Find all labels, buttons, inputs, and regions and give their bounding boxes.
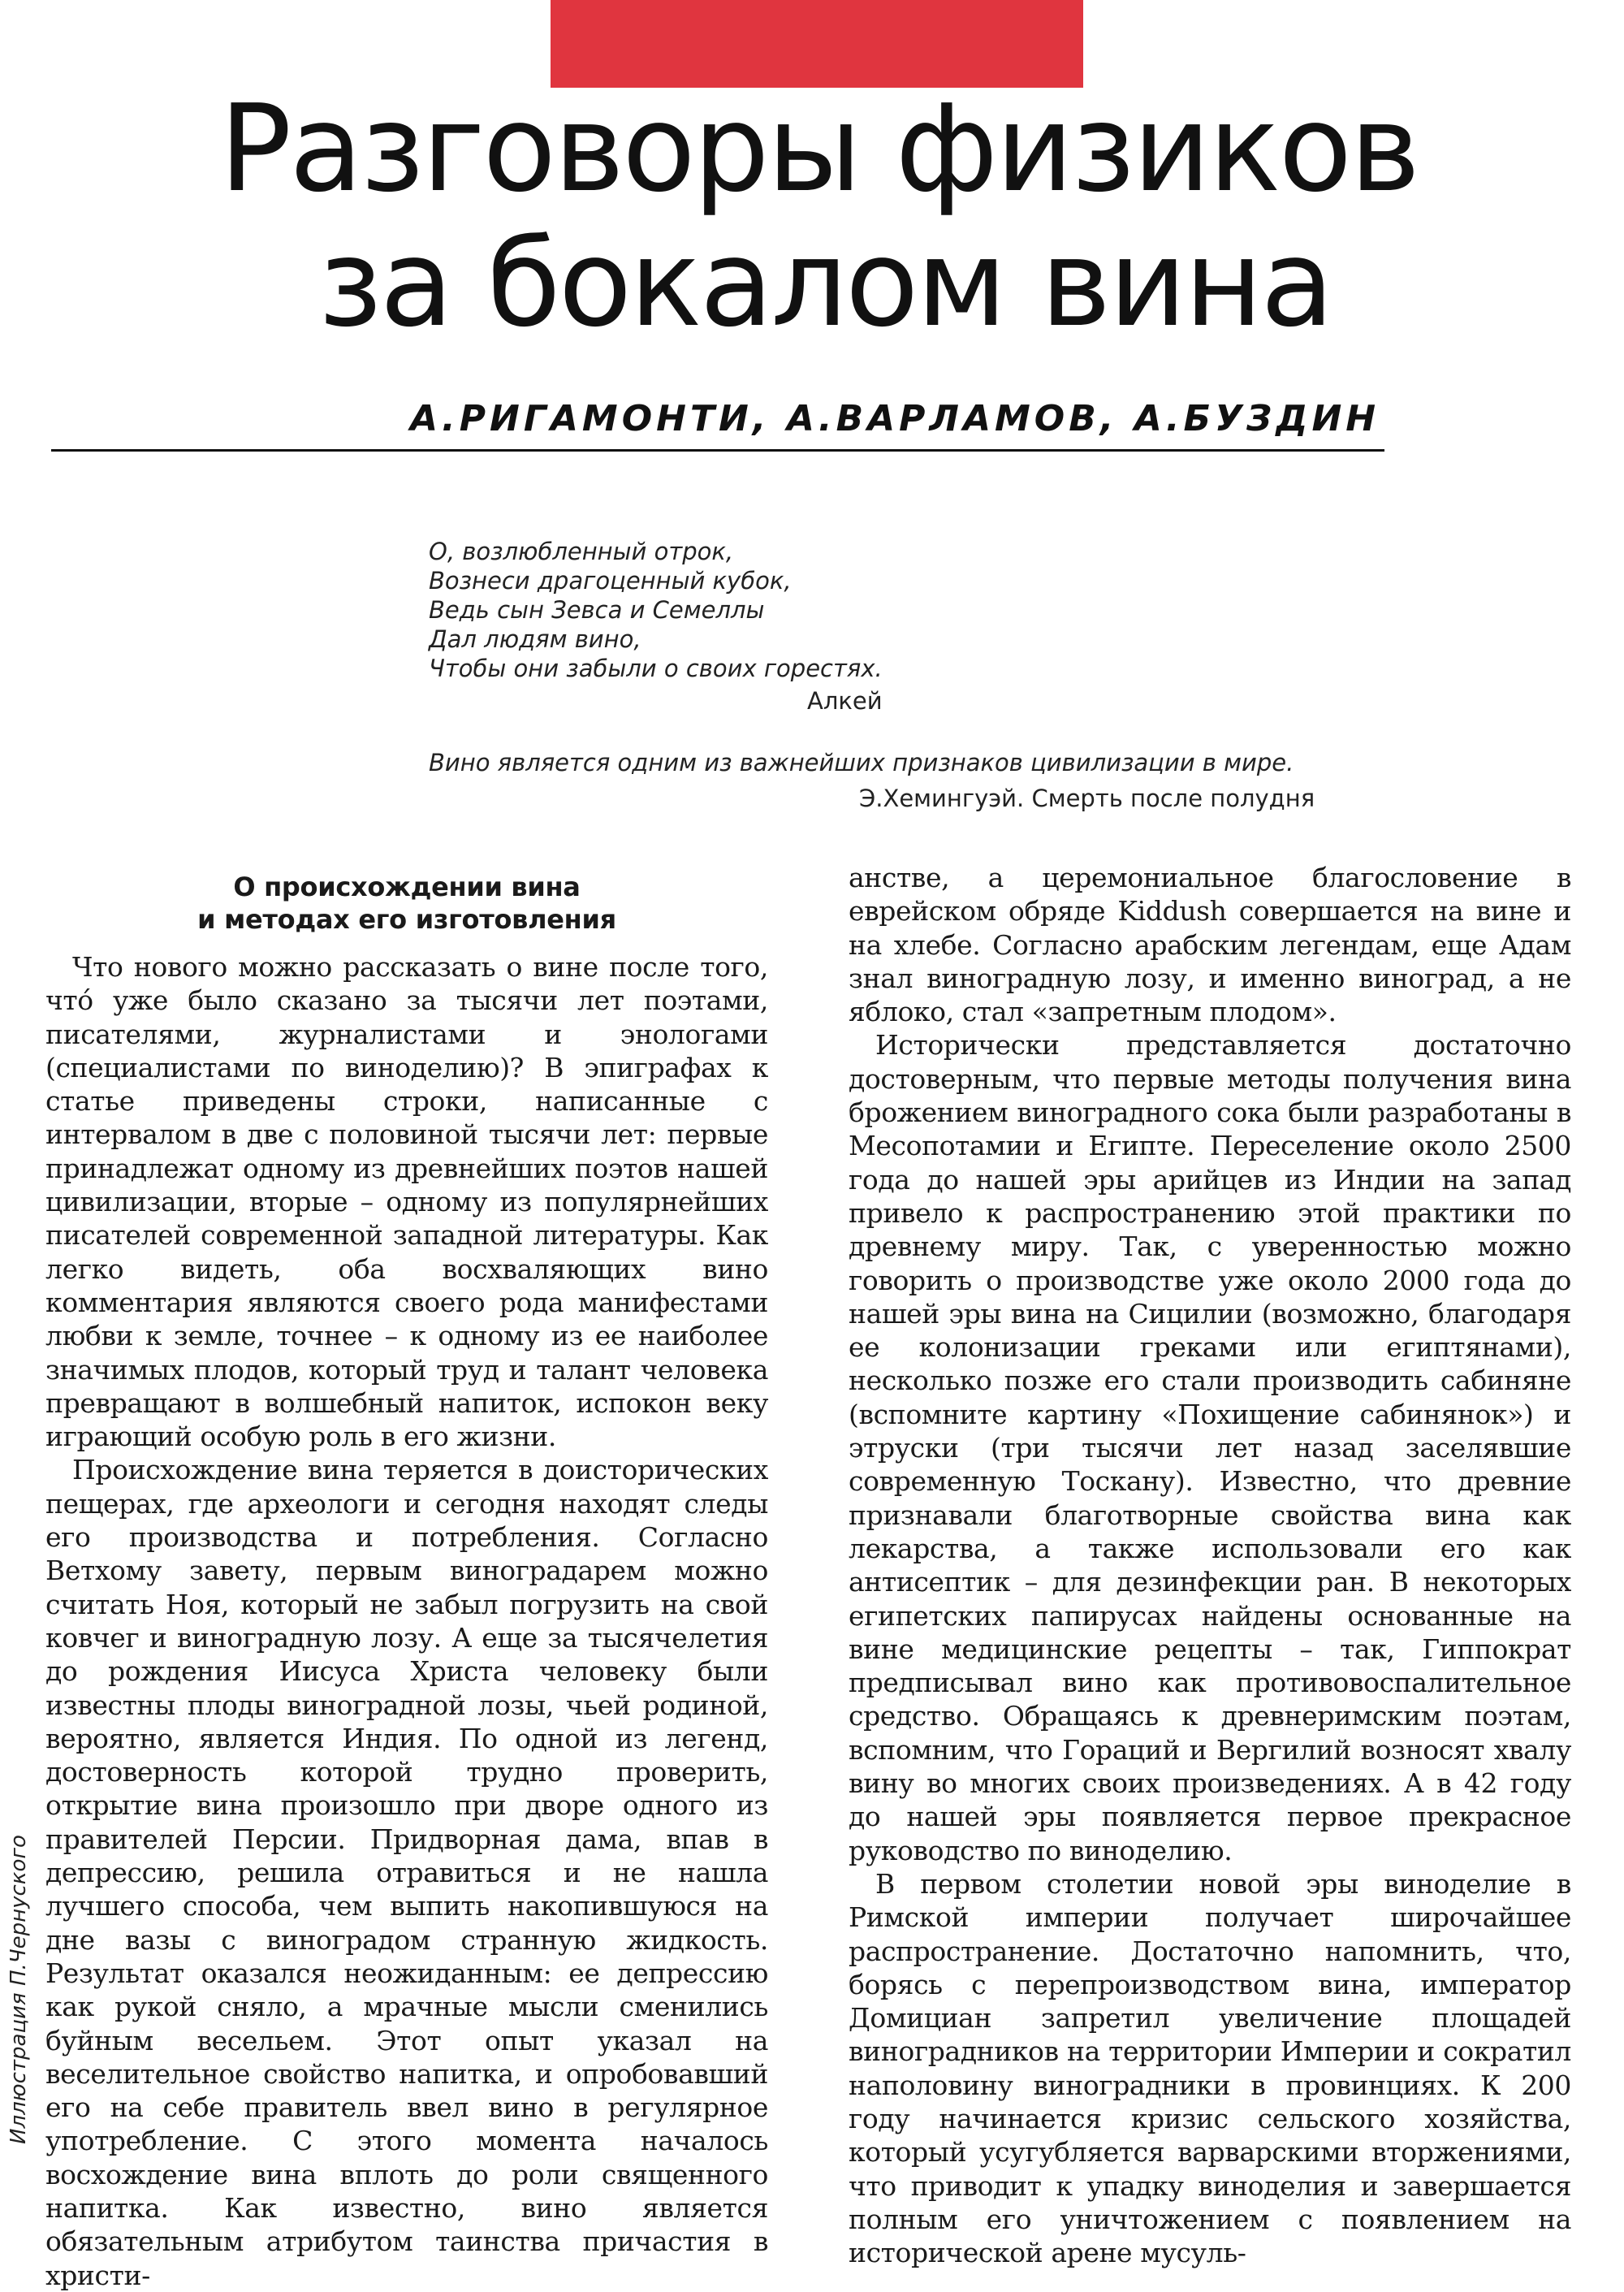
poem-epigraph xyxy=(429,537,1306,683)
hemingway-quote: Вино является одним из важнейших признаков цивилизации в мире. xyxy=(429,749,1294,776)
poem-line: О, возлюбленный отрок, xyxy=(429,538,734,565)
authors-byline: А.РИГАМОНТИ, А.ВАРЛАМОВ, А.БУЗДИН xyxy=(410,398,1380,439)
article-paragraph-4: В первом столетии новой эры виноделие в Римской империи получает широчайшее распространение. Достаточно напомнить, что, борясь с перепроизводством вина, император Домициан запретил увеличение площадей виноградников на территории Империи и сократил наполовину виноградники в провинциях. К 200 году начинается кризис сельского хозяйства, который усугубляется варварскими вторжениями, что приводит к упадку виноделия и завершается полным его уничтожением с появлением на исторической арене мусуль- xyxy=(849,1867,1571,2269)
title-line-1: Разговоры физиков xyxy=(219,79,1419,218)
article-paragraph-2: Происхождение вина теряется в доисторических пещерах, где археологи и сегодня находят следы его производства и потребления. Согласно Ветхому завету, первым виноградарем можно считать Ноя, который не забыл погрузить на свой ковчег и виноградную лозу. А еще за тысячелетия до рождения Иисуса Христа человеку были известны плоды виноградной лозы, чьей родиной, вероятно, является Индия. По одной из легенд, достоверность которой трудно проверить, открытие вина произошло при дворе одного из правителей Персии. Придворная дама, впав в депрессию, решила отравиться и не нашла лучшего способа, чем выпить накопившуюся на дне вазы с виноградом странную жидкость. Результат оказался неожиданным: ее депрессию как рукой сняло, а мрачные мысли сменились буйным весельем. Этот опыт указал на веселительное свойство напитка, и опробовавший его на себе правитель ввел вино в регулярное употребление. С этого момента началось восхождение вина вплоть до роли священного напитка. Как известно, вино является обязательным атрибутом таинства причастия в христи- xyxy=(45,1454,768,2291)
article-column-right xyxy=(849,861,1571,2269)
section-heading-line-1: О происхождении вина xyxy=(233,871,581,902)
title-line-2: за бокалом вина xyxy=(318,214,1332,353)
article-column-left xyxy=(45,861,768,2292)
poem-line: Ведь сын Зевса и Семеллы xyxy=(429,596,765,624)
poem-line: Вознеси драгоценный кубок, xyxy=(429,567,792,595)
byline-rule xyxy=(51,449,1384,452)
illustration-credit: Иллюстрация П.Чернускогo xyxy=(6,1835,31,2144)
epigraphs xyxy=(429,537,1315,813)
poem-attribution: Алкей xyxy=(807,687,883,715)
article-title xyxy=(219,81,1437,351)
article-paragraph-3: Исторически представляется достаточно достоверным, что первые методы получения вина брожением виноградного сока были разработаны в Месопотамии и Египте. Переселение около 2500 года до нашей эры арийцев из Индии на запад привело к распространению этой практики по древнему миру. Так, с уверенностью можно говорить о производстве уже около 2000 года до нашей эры вина на Сицилии (возможно, благодаря ее колонизации греками или египтянами), несколько позже его стали производить сабиняне (вспомните картину «Похищение сабинянок») и этруски (три тысячи лет назад заселявшие современную Тоскану). Известно, что древние признавали благотворные свойства вина как лекарства, а также использовали его как антисептик – для дезинфекции ран. В некоторых египетских папирусах найдены основанные на вине медицинские рецепты – так, Гиппократ предписывал вино как противовоспалительное средство. Обращаясь к древнеримским поэтам, вспомним, что Гораций и Вергилий возносят хвалу вину во многих своих произведениях. А в 42 году до нашей эры появляется первое прекрасное руководство по виноделию. xyxy=(849,1029,1571,1866)
article-paragraph-2-continued: анстве, а церемониальное благословение в еврейском обряде Kiddush совершается на вине и на хлебе. Согласно арабским легендам, еще Адам знал виноградную лозу, и именно виноград, а не яблоко, стал «запретным плодом». xyxy=(849,862,1571,1028)
poem-line: Чтобы они забыли о своих горестях. xyxy=(429,655,883,682)
red-accent-block xyxy=(551,0,1083,88)
quote-attribution: Э.Хемингуэй. Смерть после полудня xyxy=(859,785,1315,812)
section-heading-line-2: и методах его изготовления xyxy=(197,904,616,935)
section-heading xyxy=(45,871,768,936)
poem-line: Дал людям вино, xyxy=(429,625,641,653)
article-paragraph-1: Что нового можно рассказать о вине после того, что́ уже было сказано за тысячи лет поэтами, писателями, журналистами и энологами (специалистами по виноделию)? В эпиграфах к статье приведены строки, написанные с интервалом в две с половиной тысячи лет: первые принадлежат одному из древнейших поэтов нашей цивилизации, вторые – одному из популярнейших писателей современной западной литературы. Как легко видеть, оба восхваляющих вино комментария являются своего рода манифестами любви к земле, точнее – к одному из ее наиболее значимых плодов, который труд и талант человека превращают в волшебный напиток, испокон веку играющий особую роль в его жизни. xyxy=(45,951,768,1453)
